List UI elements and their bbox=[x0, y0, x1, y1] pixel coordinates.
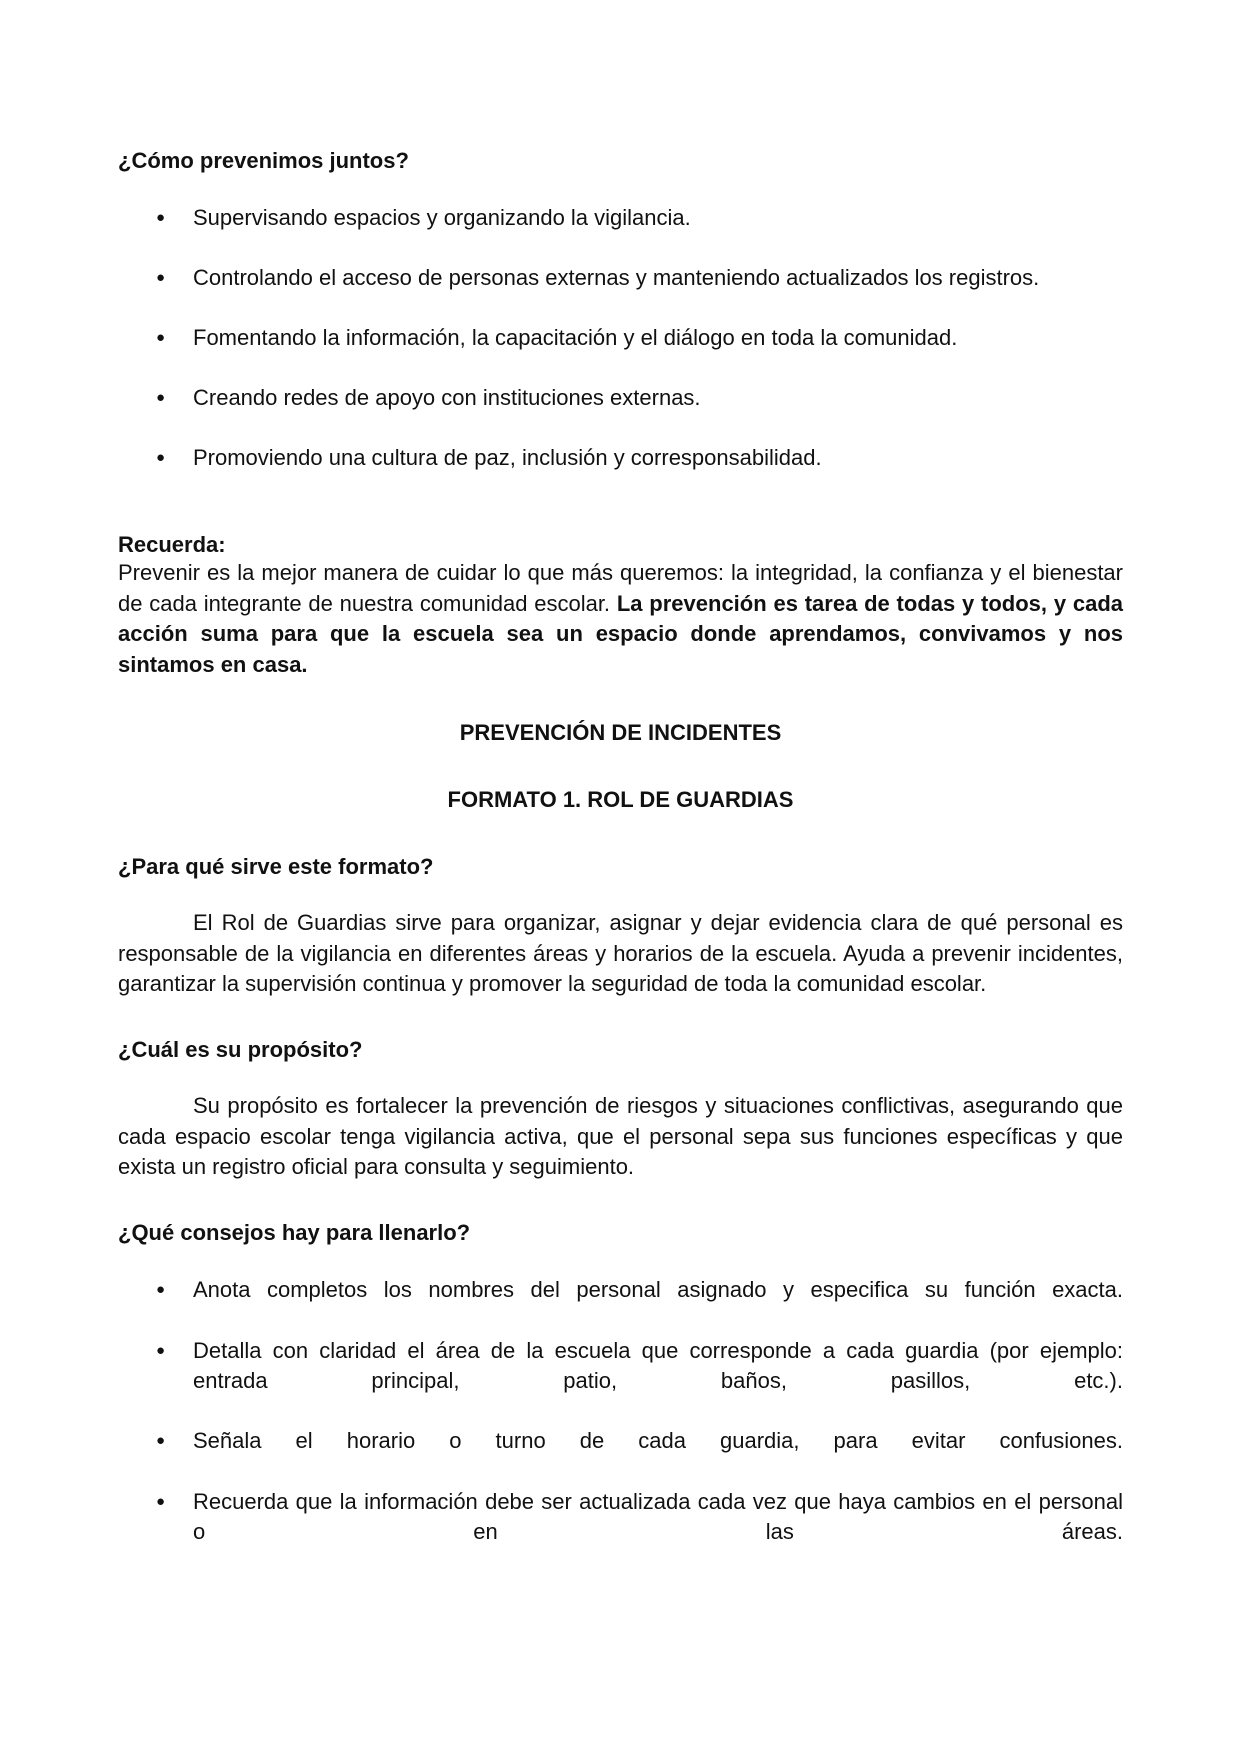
list-item: ● Promoviendo una cultura de paz, inclusión y corresponsabilidad. bbox=[193, 443, 1123, 473]
recuerda-paragraph bbox=[118, 558, 1123, 680]
main-title: PREVENCIÓN DE INCIDENTES bbox=[459, 720, 782, 745]
section-heading-como-prevenimos: ¿Cómo prevenimos juntos? bbox=[118, 148, 409, 173]
bullet-icon: ● bbox=[156, 389, 166, 406]
format-title: FORMATO 1. ROL DE GUARDIAS bbox=[447, 787, 794, 812]
bullet-icon: ● bbox=[156, 1342, 166, 1359]
list-item: ● Señala el horario o turno de cada guardia, para evitar confusiones. bbox=[193, 1426, 1123, 1456]
section-heading-proposito: ¿Cuál es su propósito? bbox=[118, 1037, 363, 1062]
list-item: ● Supervisando espacios y organizando la vigilancia. bbox=[193, 203, 1123, 233]
bullet-icon: ● bbox=[156, 269, 166, 286]
list-item: ● Detalla con claridad el área de la escuela que corresponde a cada guardia (por ejemplo: entrada principal, patio, baños, pasillos, etc.). bbox=[156, 1338, 1123, 1393]
para-que-paragraph: El Rol de Guardias sirve para organizar, asignar y dejar evidencia clara de qué personal es responsable de la vigilancia en diferentes áreas y horarios de la escuela. Ayuda a prevenir incidentes, garantizar la supervisión continua y promover la seguridad de toda la comunidad escolar. bbox=[118, 910, 1123, 996]
bullet-icon: ● bbox=[156, 1493, 166, 1510]
section-heading-para-que: ¿Para qué sirve este formato? bbox=[118, 854, 434, 879]
bullet-icon: ● bbox=[156, 209, 166, 226]
section-heading-consejos: ¿Qué consejos hay para llenarlo? bbox=[118, 1220, 471, 1245]
bullet-icon: ● bbox=[156, 329, 166, 346]
bullet-icon: ● bbox=[156, 1432, 166, 1449]
list-item: ● Fomentando la información, la capacitación y el diálogo en toda la comunidad. bbox=[193, 323, 1123, 353]
recuerda-bold-text: La prevención es tarea de todas y todos, y cada acción suma para que la escuela sea un espacio donde aprendamos, convivamos y nos sintamos en casa. bbox=[118, 590, 1123, 677]
bullet-icon: ● bbox=[156, 449, 166, 466]
list-item: ● Anota completos los nombres del personal asignado y especifica su función exacta. bbox=[193, 1275, 1123, 1305]
list-item: ● Controlando el acceso de personas externas y manteniendo actualizados los registros. bbox=[193, 263, 1123, 293]
list-item: ● Recuerda que la información debe ser actualizada cada vez que haya cambios en el personal o en las áreas. bbox=[156, 1489, 1123, 1544]
bullet-icon: ● bbox=[156, 1281, 166, 1298]
recuerda-heading: Recuerda: bbox=[118, 532, 226, 557]
recuerda-text: Prevenir es la mejor manera de cuidar lo que más queremos: la integridad, la confianza y el bienestar de cada integrante de nuestra comunidad escolar. bbox=[118, 560, 1123, 616]
list-item: ● Creando redes de apoyo con instituciones externas. bbox=[193, 383, 1123, 413]
proposito-paragraph: Su propósito es fortalecer la prevención de riesgos y situaciones conflictivas, asegurando que cada espacio escolar tenga vigilancia activa, que el personal sepa sus funciones específicas y que exista un registro oficial para consulta y seguimiento. bbox=[118, 1093, 1123, 1179]
